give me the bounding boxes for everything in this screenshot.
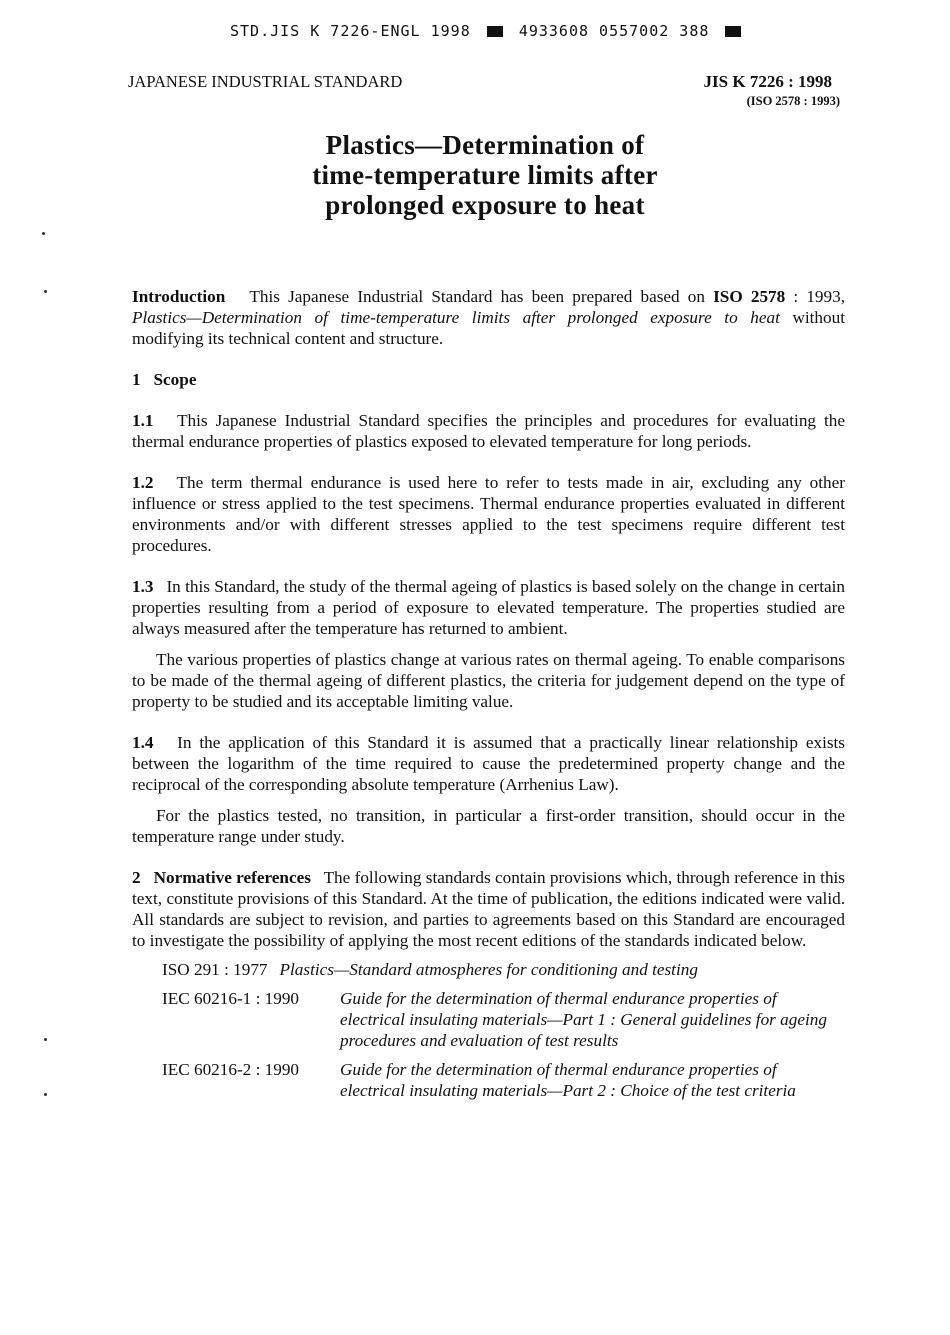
iso-code: (ISO 2578 : 1993) xyxy=(746,94,840,108)
intro-year: : 1993, xyxy=(793,287,845,306)
clause-text: This Japanese Industrial Standard specifies the principles and procedures for evaluating the thermal endurance properties of plastics exposed to elevated temperature for long periods. xyxy=(132,411,845,451)
section-title: Normative references xyxy=(153,868,311,887)
reference-code: ISO 291 : 1977 xyxy=(162,960,268,979)
clause-text: In this Standard, the study of the thermal ageing of plastics is based solely on the change in certain properties resulting from a period of exposure to elevated temperature. The properties studied are always measured after the temperature has returned to ambient. xyxy=(132,577,845,638)
scan-speck xyxy=(44,1093,47,1096)
clause-1-4-continued: For the plastics tested, no transition, in particular a first-order transition, should occur in the temperature range under study. xyxy=(132,806,845,846)
scan-speck xyxy=(44,1038,47,1041)
document-body xyxy=(132,286,845,1101)
clause-text: The term thermal endurance is used here to refer to tests made in air, excluding any other influence or stress applied to the test specimens. Thermal endurance properties evaluated in different environments and/or with different stresses applied to the test specimens require different test procedures. xyxy=(132,473,845,555)
standard-code: JIS K 7226 : 1998 xyxy=(703,72,832,91)
clause-number: 1.1 xyxy=(132,411,154,430)
clause-1-3 xyxy=(132,576,845,639)
stamp-right-text: 4933608 0557002 388 xyxy=(518,22,710,40)
reference-item xyxy=(132,988,845,1051)
intro-italic-title: Plastics—Determination of time-temperature limits after prolonged exposure to heat xyxy=(132,308,780,327)
intro-text-end: without modifying its technical content and structure. xyxy=(132,308,845,348)
section-title: Scope xyxy=(153,370,197,389)
introduction-heading: Introduction xyxy=(132,287,226,306)
scan-speck xyxy=(42,232,45,235)
introduction-paragraph xyxy=(132,286,845,349)
section-number: 1 xyxy=(132,370,141,389)
reference-title: Guide for the determination of thermal endurance properties of electrical insulating materials—Part 2 : Choice of the test criteria xyxy=(340,1060,796,1100)
title-line: Plastics—Determination of xyxy=(325,130,645,160)
clause-1-2 xyxy=(132,472,845,556)
reference-title: Plastics—Standard atmospheres for conditioning and testing xyxy=(279,960,698,979)
clause-text: In the application of this Standard it is assumed that a practically linear relationship exists between the logarithm of the time required to cause the predetermined property change and the reciprocal of the corresponding absolute temperature (Arrhenius Law). xyxy=(132,733,845,794)
reference-item xyxy=(132,1059,845,1101)
section-text: The following standards contain provisions which, through reference in this text, constitute provisions of this Standard. At the time of publication, the editions indicated were valid. All standards are subject to revision, and parties to agreements based on this Standard are encouraged to investigate the possibility of applying the most recent editions of the standards indicated below. xyxy=(132,868,845,950)
clause-1-4 xyxy=(132,732,845,795)
section-heading-scope xyxy=(132,369,845,390)
title-line: prolonged exposure to heat xyxy=(325,190,645,220)
reference-code: IEC 60216-2 : 1990 xyxy=(162,1060,300,1079)
section-number: 2 xyxy=(132,868,141,887)
intro-iso-ref: ISO 2578 xyxy=(713,287,786,306)
document-stamp xyxy=(230,22,747,40)
reference-list xyxy=(132,959,845,1101)
page-title xyxy=(0,130,950,220)
reference-title: Guide for the determination of thermal endurance properties of electrical insulating materials—Part 1 : General guidelines for ageing procedures and evaluation of test results xyxy=(340,989,827,1050)
title-line: time-temperature limits after xyxy=(312,160,658,190)
clause-number: 1.4 xyxy=(132,733,154,752)
scan-speck xyxy=(44,290,47,293)
clause-number: 1.2 xyxy=(132,473,154,492)
clause-number: 1.3 xyxy=(132,577,154,596)
clause-1-3-continued: The various properties of plastics change at various rates on thermal ageing. To enable comparisons to be made of the thermal ageing of different plastics, the criteria for judgement depend on the type of property to be studied and its acceptable limiting value. xyxy=(132,650,845,711)
intro-text: This Japanese Industrial Standard has been prepared based on xyxy=(249,287,705,306)
stamp-left-text: STD.JIS K 7226-ENGL 1998 xyxy=(230,22,471,40)
stamp-bar-icon xyxy=(487,26,503,37)
standard-label: JAPANESE INDUSTRIAL STANDARD xyxy=(128,72,403,91)
reference-item xyxy=(132,959,845,980)
reference-code: IEC 60216-1 : 1990 xyxy=(162,989,300,1008)
normative-references-paragraph xyxy=(132,867,845,951)
clause-1-1 xyxy=(132,410,845,452)
stamp-bar-icon xyxy=(725,26,741,37)
